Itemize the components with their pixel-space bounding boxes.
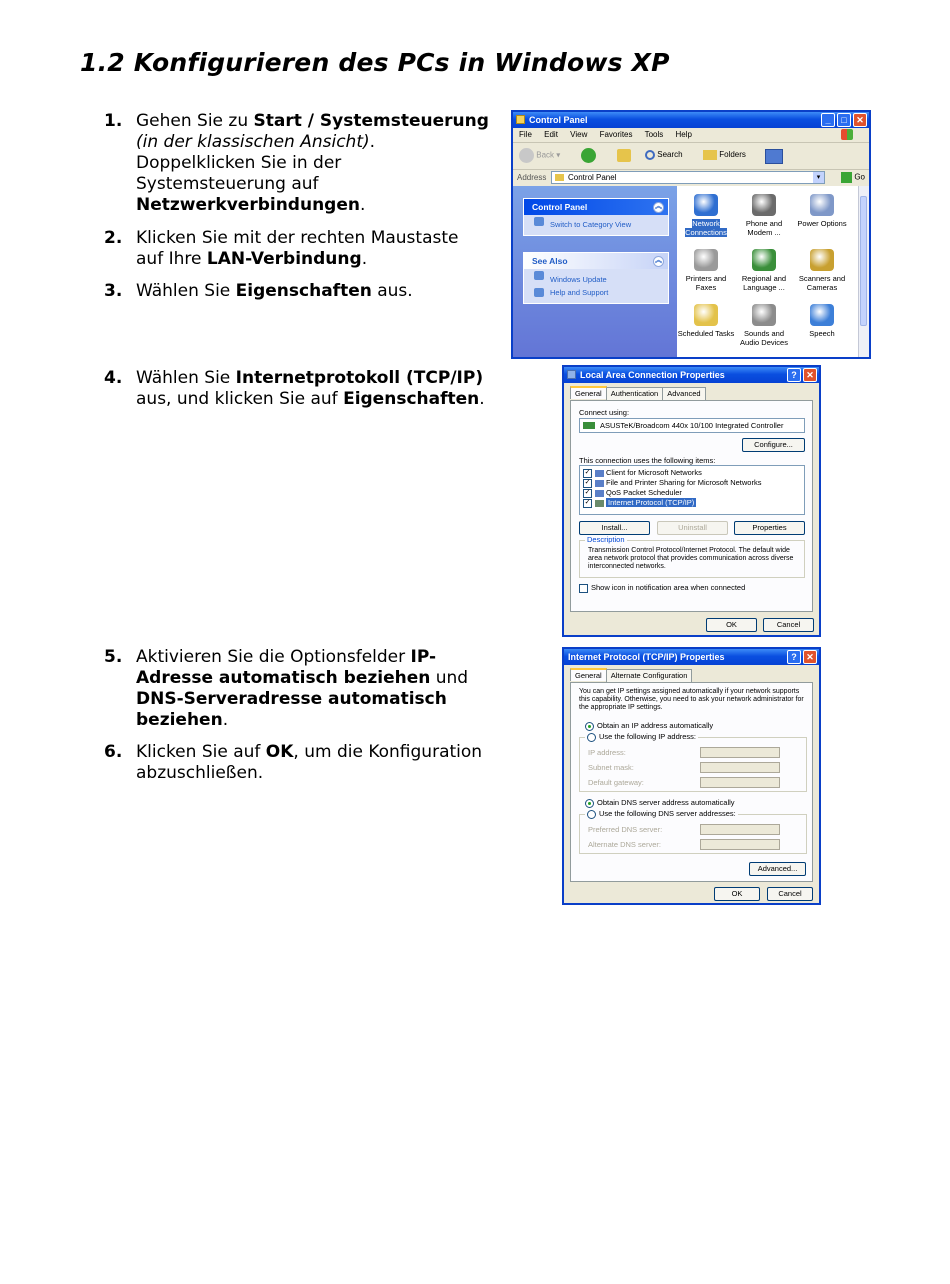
tab-alternate-configuration[interactable]: Alternate Configuration: [606, 669, 693, 682]
step-text: [136, 742, 489, 784]
go-arrow-icon: [841, 172, 852, 183]
step-text-part: LAN-Verbindung: [206, 249, 362, 269]
title-bar: [564, 367, 819, 383]
ok-button[interactable]: OK: [714, 887, 760, 901]
install-button[interactable]: Install...: [579, 521, 650, 535]
help-and-support-link[interactable]: Help and Support: [524, 286, 668, 303]
step-text-part: Internetprotokoll (TCP/IP): [235, 368, 484, 388]
preferred-dns-field[interactable]: [700, 824, 780, 835]
ip-address-field[interactable]: [700, 747, 780, 758]
step-number: 1.: [104, 111, 123, 131]
menu-favorites[interactable]: Favorites: [599, 130, 633, 139]
regional-and-language-icon[interactable]: Regional and Language ...: [735, 249, 793, 292]
step-4: [104, 368, 489, 410]
tab-general[interactable]: General: [570, 668, 607, 681]
checkbox[interactable]: [579, 584, 588, 593]
dialog-title: Local Area Connection Properties: [580, 370, 725, 380]
title-bar: [564, 649, 819, 665]
step-text-part: aus, und klicken Sie auf: [136, 389, 344, 409]
sounds-and-audio-icon[interactable]: Sounds and Audio Devices: [735, 304, 793, 347]
collapse-chevron-icon[interactable]: ︽: [653, 202, 664, 213]
static-dns-group: [579, 809, 807, 854]
back-arrow-icon: [519, 148, 534, 163]
vertical-scrollbar[interactable]: [858, 186, 869, 357]
adapter-name: ASUSTeK/Broadcom 440x 10/100 Integrated Controller: [600, 421, 784, 430]
step-text-part: .: [359, 195, 366, 215]
phone-and-modem-icon[interactable]: Phone and Modem ...: [735, 194, 793, 237]
step-number: 2.: [104, 228, 123, 248]
subnet-mask-label: Subnet mask:: [588, 763, 634, 772]
icon-image: [810, 304, 834, 326]
step-text-part: Eigenschaften: [343, 389, 480, 409]
step-text-part: Klicken Sie auf: [136, 742, 266, 762]
description-text: Transmission Control Protocol/Internet Protocol. The default wide area network protocol that provides communication across diverse interconnected networks.: [588, 547, 794, 570]
step-number: 3.: [104, 281, 123, 301]
client-icon: [595, 470, 604, 477]
menu-help[interactable]: Help: [675, 130, 692, 139]
menu-tools[interactable]: Tools: [644, 130, 664, 139]
step-2: [104, 228, 489, 270]
network-connections-icon[interactable]: Network Connections: [677, 194, 735, 237]
obtain-dns-option[interactable]: Obtain DNS server address automatically: [585, 798, 735, 808]
minimize-button[interactable]: _: [821, 113, 835, 127]
icon-image: [694, 194, 718, 216]
step-text-part: Klicken Sie mit der rechten Maustaste auf Ihre: [136, 228, 459, 269]
folders-icon: [703, 150, 717, 160]
step-text: [136, 111, 489, 216]
default-gateway-field[interactable]: [700, 777, 780, 788]
cancel-button[interactable]: Cancel: [763, 618, 814, 632]
page-title: 1.2 Konfigurieren des PCs in Windows XP: [80, 48, 670, 77]
folder-icon: [555, 174, 564, 181]
icon-image: [752, 249, 776, 271]
checkbox[interactable]: ✓: [584, 488, 591, 496]
items-label: This connection uses the following items:: [579, 456, 716, 465]
dialog-title: Internet Protocol (TCP/IP) Properties: [568, 652, 725, 662]
step-text-part: Gehen Sie zu: [136, 111, 254, 131]
window-title: Control Panel: [529, 115, 588, 125]
description-label: Description: [587, 535, 625, 544]
scheduled-tasks-icon[interactable]: Scheduled Tasks: [677, 304, 735, 338]
close-button[interactable]: ✕: [803, 368, 817, 382]
search-button[interactable]: Search: [645, 150, 683, 160]
printers-and-faxes-icon[interactable]: Printers and Faxes: [677, 249, 735, 292]
views-icon[interactable]: [765, 149, 783, 164]
radio-button[interactable]: [587, 733, 596, 742]
description-group: [579, 535, 805, 578]
intro-text: You can get IP settings assigned automatically if your network supports this capability. Otherwise, you need to ask your network administrator for the appropriate IP settings.: [579, 688, 804, 711]
step-text-part: Wählen Sie: [136, 368, 236, 388]
icon-image: [810, 249, 834, 271]
step-5: [104, 647, 489, 731]
toolbar: [513, 143, 869, 170]
tab-advanced[interactable]: Advanced: [662, 387, 705, 400]
windows-update-link[interactable]: Windows Update: [524, 269, 668, 286]
network-adapter-icon: [583, 422, 595, 429]
power-options-icon[interactable]: Power Options: [793, 194, 851, 228]
step-text: [136, 647, 489, 731]
step-text-part: aus.: [371, 281, 413, 301]
list-item[interactable]: ✓ Client for Microsoft Networks: [584, 468, 702, 477]
tab-strip: [570, 669, 691, 682]
icon-image: [694, 249, 718, 271]
static-ip-group: [579, 732, 807, 792]
scrollbar-thumb[interactable]: [860, 196, 867, 326]
step-number: 5.: [104, 647, 123, 667]
menu-bar: [513, 128, 869, 143]
sharing-icon: [595, 480, 604, 487]
step-text-part: Aktivieren Sie die Optionsfelder: [136, 647, 411, 667]
subnet-mask-field[interactable]: [700, 762, 780, 773]
step-text-part: Eigenschaften: [235, 281, 372, 301]
close-button[interactable]: ✕: [853, 113, 867, 127]
icon-image: [752, 304, 776, 326]
general-tab-panel: [570, 682, 813, 882]
checkbox[interactable]: ✓: [584, 468, 591, 476]
task-box-header[interactable]: See Also ︽: [524, 253, 668, 269]
tab-general[interactable]: General: [570, 386, 607, 399]
items-list: [579, 465, 805, 515]
alternate-dns-label: Alternate DNS server:: [588, 840, 661, 849]
back-button[interactable]: Back ▾: [519, 148, 560, 163]
step-text-part: IP-Adresse automatisch beziehen: [136, 647, 437, 688]
default-gateway-label: Default gateway:: [588, 778, 644, 787]
icon-view: [677, 186, 859, 357]
step-text-part: OK: [265, 742, 294, 762]
address-input[interactable]: [551, 171, 825, 184]
control-panel-window: [511, 110, 871, 359]
menu-edit[interactable]: Edit: [544, 130, 558, 139]
tab-authentication[interactable]: Authentication: [606, 387, 664, 400]
icon-image: [752, 194, 776, 216]
help-button[interactable]: ?: [787, 368, 801, 382]
step-text: [136, 281, 489, 302]
list-item[interactable]: ✓ Internet Protocol (TCP/IP): [584, 498, 695, 507]
adapter-field: [579, 418, 805, 433]
step-text-part: , um die Konfiguration abzuschließen.: [136, 742, 483, 783]
search-icon: [645, 150, 655, 160]
step-text-part: Start / Systemsteuerung: [253, 111, 489, 131]
step-text: [136, 228, 489, 270]
step-number: 4.: [104, 368, 123, 388]
step-text-part: .: [479, 389, 485, 409]
switch-to-category-view-link[interactable]: Switch to Category View: [524, 215, 668, 235]
step-text-part: .: [361, 249, 368, 269]
tab-strip: [570, 387, 705, 400]
list-item[interactable]: ✓ QoS Packet Scheduler: [584, 488, 682, 497]
step-text-part: .: [222, 710, 229, 730]
help-button[interactable]: ?: [787, 650, 801, 664]
close-button[interactable]: ✕: [803, 650, 817, 664]
ok-button[interactable]: OK: [706, 618, 757, 632]
speech-icon[interactable]: Speech: [793, 304, 851, 338]
ip-address-label: IP address:: [588, 748, 626, 757]
address-bar: [513, 170, 869, 187]
qos-icon: [595, 490, 604, 497]
step-number: 6.: [104, 742, 123, 762]
menu-view[interactable]: View: [570, 130, 588, 139]
lan-properties-dialog: [562, 365, 821, 637]
address-label: Address: [517, 173, 547, 182]
task-pane: [513, 186, 677, 357]
maximize-button[interactable]: □: [837, 113, 851, 127]
step-text-part: (in der klassischen Ansicht): [136, 132, 370, 152]
go-button[interactable]: Go: [841, 172, 865, 183]
list-item[interactable]: ✓ File and Printer Sharing for Microsoft Networks: [584, 478, 762, 487]
control-panel-task-box: [523, 198, 669, 236]
uninstall-button[interactable]: Uninstall: [657, 521, 728, 535]
cancel-button[interactable]: Cancel: [767, 887, 813, 901]
title-bar: [513, 112, 869, 128]
radio-button[interactable]: [585, 722, 594, 731]
radio-button[interactable]: [587, 810, 596, 819]
step-text-part: DNS-Serveradresse automatisch beziehen: [136, 689, 447, 730]
checkbox[interactable]: ✓: [584, 478, 591, 486]
checkbox[interactable]: ✓: [584, 498, 591, 506]
icon-image: [810, 194, 834, 216]
use-ip-option[interactable]: Use the following IP address:: [585, 732, 698, 742]
collapse-chevron-icon[interactable]: ︽: [653, 256, 664, 267]
task-box-header[interactable]: Control Panel ︽: [524, 199, 668, 215]
see-also-task-box: [523, 252, 669, 304]
properties-button[interactable]: Properties: [734, 521, 805, 535]
general-tab-panel: [570, 400, 813, 612]
advanced-button[interactable]: Advanced...: [749, 862, 806, 876]
radio-button[interactable]: [585, 799, 594, 808]
icon-image: [694, 304, 718, 326]
step-text-part: Netzwerkverbindungen: [136, 195, 360, 215]
step-6: [104, 742, 489, 784]
control-panel-icon: [516, 115, 525, 124]
preferred-dns-label: Preferred DNS server:: [588, 825, 663, 834]
configure-button[interactable]: Configure...: [742, 438, 805, 452]
alternate-dns-field[interactable]: [700, 839, 780, 850]
tcpip-properties-dialog: [562, 647, 821, 905]
connect-using-label: Connect using:: [579, 408, 630, 417]
step-3: [104, 281, 489, 302]
protocol-icon: [595, 500, 604, 507]
step-1: [104, 111, 489, 216]
up-folder-icon[interactable]: [617, 149, 631, 162]
windows-flag-icon: [841, 129, 853, 140]
step-text: [136, 368, 489, 410]
forward-arrow-icon[interactable]: [581, 148, 596, 163]
scanners-and-cameras-icon[interactable]: Scanners and Cameras: [793, 249, 851, 292]
step-text-part: . Doppelklicken Sie in der Systemsteuerung auf: [136, 132, 376, 194]
folders-button[interactable]: Folders: [703, 150, 746, 160]
dropdown-arrow-icon[interactable]: ▾: [813, 172, 824, 183]
network-icon: [567, 370, 576, 379]
show-icon-option[interactable]: Show icon in notification area when connected: [579, 583, 745, 593]
use-dns-option[interactable]: Use the following DNS server addresses:: [585, 809, 738, 819]
step-text-part: Wählen Sie: [136, 281, 236, 301]
address-value: Control Panel: [568, 173, 617, 182]
obtain-ip-option[interactable]: Obtain an IP address automatically: [585, 721, 713, 731]
step-text-part: und: [430, 668, 469, 688]
menu-file[interactable]: File: [519, 130, 532, 139]
